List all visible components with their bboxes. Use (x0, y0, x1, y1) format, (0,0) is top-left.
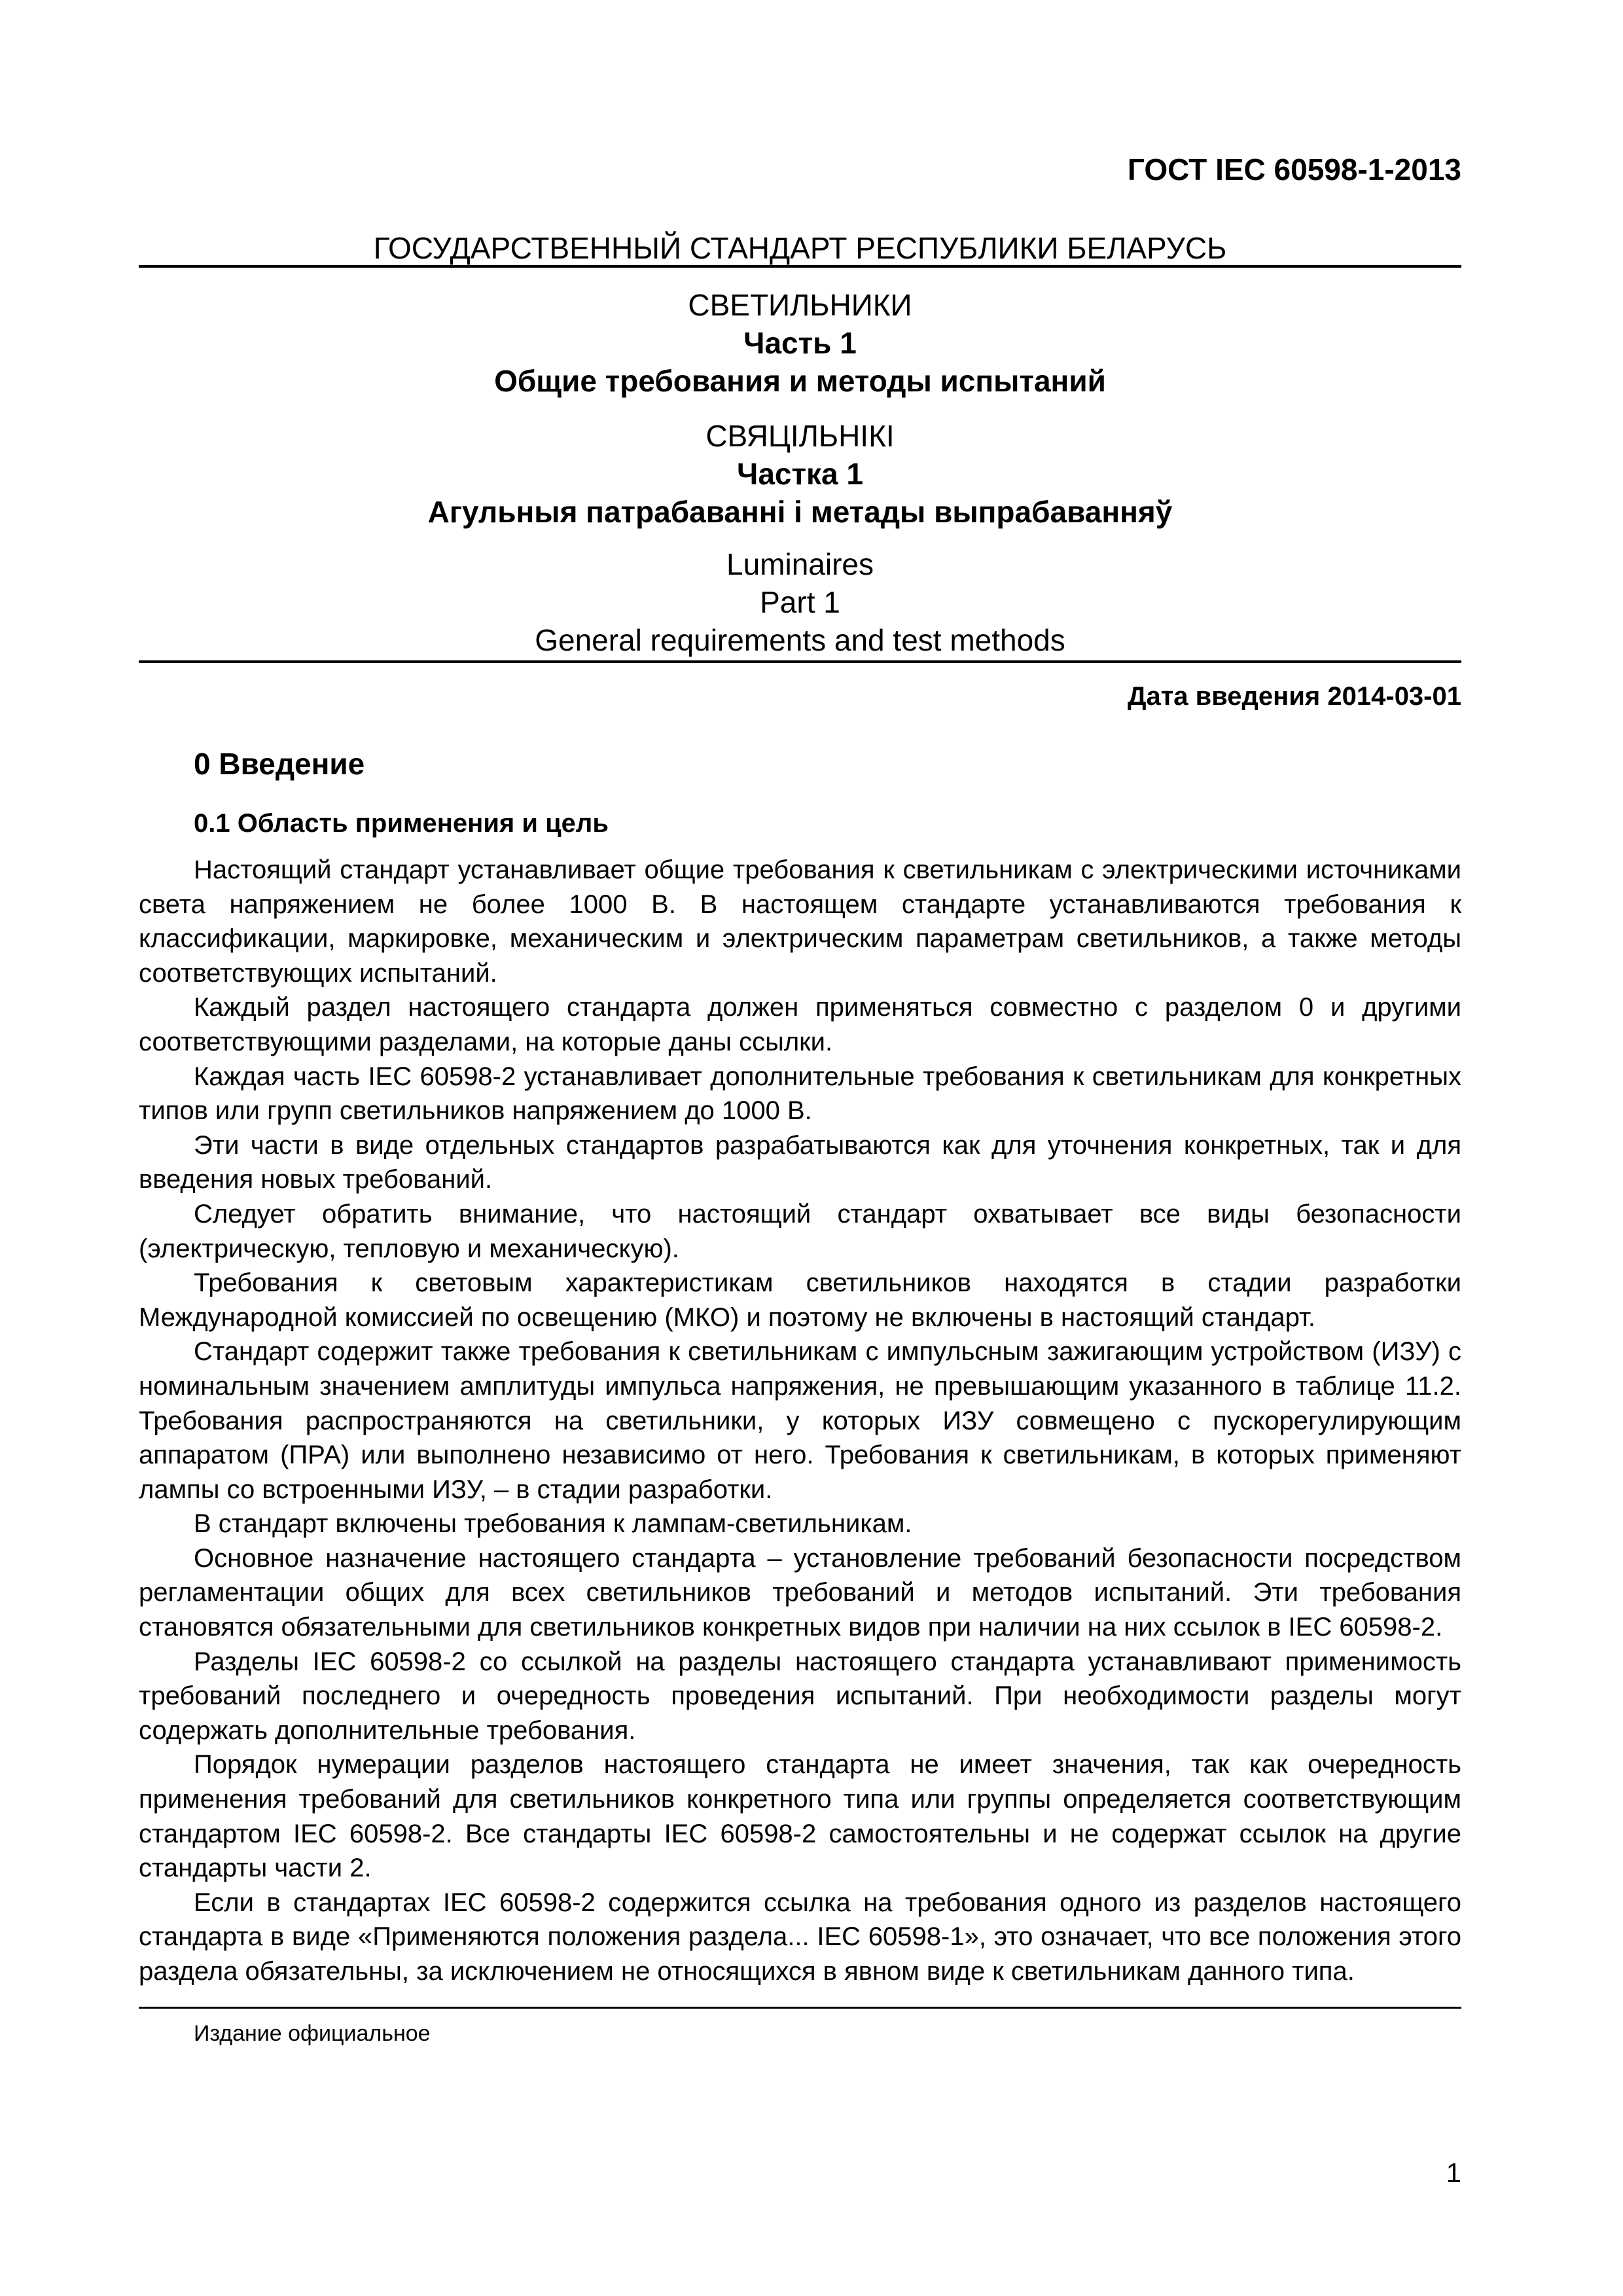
top-divider (139, 265, 1461, 268)
title-block-ru (139, 286, 1461, 400)
title-by: СВЯЦІЛЬНІКІ (705, 419, 895, 453)
subtitle-en: General requirements and test methods (535, 623, 1065, 657)
body-text (139, 853, 1461, 1989)
paragraph: В стандарт включены требования к лампам-светильникам. (194, 1509, 912, 1539)
paragraph: Разделы IEC 60598-2 со ссылкой на разделы настоящего стандарта устанавливают применимость требований последнего и очередность проведения испытаний. При необходимости разделы могут содержать дополнительные требования. (139, 1647, 1461, 1745)
document-number: ГОСТ IEC 60598-1-2013 (1127, 152, 1461, 187)
paragraph: Настоящий стандарт устанавливает общие требования к светильникам с электрическими источниками света напряжением не более 1000 В. В настоящем стандарте устанавливаются требования к классификации, маркировке, механическим и электрическим параметрам светильников, а также методы соответствующих испытаний. (139, 855, 1461, 988)
title-block-en (139, 545, 1461, 659)
subtitle-ru: Общие требования и методы испытаний (494, 364, 1106, 398)
part-by: Частка 1 (737, 457, 863, 491)
paragraph: Стандарт содержит также требования к светильникам с импульсным зажигающим устройством (ИЗУ) с номинальным значением амплитуды импульса напряжения, не превышающим указанного в таблице 11.2. Требования распространяются на светильники, у которых ИЗУ совмещено с пускорегулирующим аппаратом (ПРА) или выполнено независимо от него. Требования к светильникам, в которых применяют лампы со встроенными ИЗУ, – в стадии разработки. (139, 1337, 1461, 1504)
paragraph: Основное назначение настоящего стандарта – установление требований безопасности посредством регламентации общих для всех светильников требований и методов испытаний. Эти требования становятся обязательными для светильников конкретных видов при наличии на них ссылок в IEC 60598-2. (139, 1543, 1461, 1642)
title-ru: СВЕТИЛЬНИКИ (688, 288, 912, 322)
paragraph: Если в стандартах IEC 60598-2 содержится ссылка на требования одного из разделов настоящего стандарта в виде «Применяются положения раздела... IEC 60598-1», это означает, что все положения этого раздела обязательны, за исключением не относящихся в явном виде к светильникам данного типа. (139, 1888, 1461, 1986)
part-ru: Часть 1 (743, 326, 857, 360)
part-en: Part 1 (760, 585, 840, 619)
paragraph: Требования к световым характеристикам светильников находятся в стадии разработки Международной комиссией по освещению (МКО) и поэтому не включены в настоящий стандарт. (139, 1268, 1461, 1332)
paragraph: Следует обратить внимание, что настоящий стандарт охватывает все виды безопасности (электрическую, тепловую и механическую). (139, 1199, 1461, 1263)
paragraph: Каждый раздел настоящего стандарта должен применяться совместно с разделом 0 и другими соответствующими разделами, на которые даны ссылки. (139, 993, 1461, 1056)
subtitle-by: Агульныя патрабаванні і метады выпрабаванняў (427, 495, 1173, 529)
title-block-by (139, 417, 1461, 531)
official-edition-note: Издание официальное (194, 2021, 431, 2046)
section-subheading: 0.1 Область применения и цель (194, 809, 609, 838)
introduction-date: Дата введения 2014-03-01 (1127, 682, 1461, 711)
paragraph: Каждая часть IEC 60598-2 устанавливает дополнительные требования к светильникам для конкретных типов или групп светильников напряжением до 1000 В. (139, 1062, 1461, 1126)
state-standard-title: ГОСУДАРСТВЕННЫЙ СТАНДАРТ РЕСПУБЛИКИ БЕЛАРУСЬ (373, 231, 1227, 265)
paragraph: Порядок нумерации разделов настоящего стандарта не имеет значения, так как очередность применения требований для светильников конкретного типа или группы определяется соответствующим стандартом IEC 60598-2. Все стандарты IEC 60598-2 самостоятельны и не содержат ссылок на другие стандарты части 2. (139, 1750, 1461, 1883)
section-heading: 0 Введение (194, 747, 365, 781)
title-divider (139, 660, 1461, 663)
page-number: 1 (1446, 2157, 1461, 2188)
title-en: Luminaires (726, 547, 874, 581)
footer-divider (139, 2007, 1461, 2009)
paragraph: Эти части в виде отдельных стандартов разрабатываются как для уточнения конкретных, так и для введения новых требований. (139, 1130, 1461, 1194)
